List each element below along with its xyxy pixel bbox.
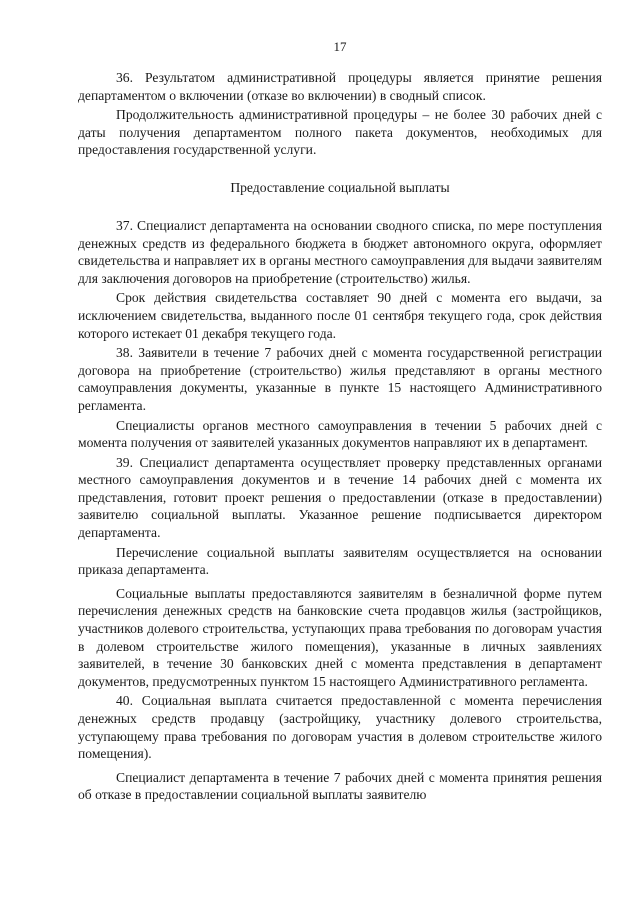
paragraph-36-duration: Продолжительность административной процедуры – не более 30 рабочих дней с даты получения департаментом полного пакета документов, необходимых для предоставления государственной услуги. <box>78 107 602 158</box>
paragraph-39-transfer: Перечисление социальной выплаты заявителям осуществляется на основании приказа департамента. <box>78 544 602 578</box>
paragraph-37-validity: Срок действия свидетельства составляет 90 дней с момента его выдачи, за исключением свидетельства, выданного после 01 сентября текущего года, срок действия которого истекает 01 декабря текущего года. <box>78 290 602 341</box>
paragraph-39-cashless: Социальные выплаты предоставляются заявителям в безналичной форме путем перечисления денежных средств на банковские счета продавцов жилья (застройщиков, участников долевого строительства, уступающих права требования по договорам участия в долевом строительстве жилого помещения), указанные в личных заявлениях заявителей, в течение 30 банковских дней с момента представления в департамент документов, предусмотренных пунктом 15 настоящего Административного регламента. <box>78 585 602 689</box>
paragraph-39: 39. Специалист департамента осуществляет проверку представленных органами местного самоуправления документов и в течение 14 рабочих дней с момента их представления, готовит проект решения о предоставлении (отказе в предоставлении) заявителю социальной выплаты. Указанное решение подписывается директором департамента. <box>78 454 602 541</box>
paragraph-40-refusal: Специалист департамента в течение 7 рабочих дней с момента принятия решения об отказе в предоставлении социальной выплаты заявителю <box>78 769 602 803</box>
paragraph-37: 37. Специалист департамента на основании сводного списка, по мере поступления денежных средств из федерального бюджета в бюджет автономного округа, оформляет свидетельства и направляет их в органы местного самоуправления для выдачи заявителям для заключения договоров на приобретение (строительство) жилья. <box>78 217 602 286</box>
page-number: 17 <box>333 39 347 54</box>
paragraph-40: 40. Социальная выплата считается предоставленной с момента перечисления денежных средств продавцу (застройщику, участнику долевого строительства, уступающему права требования по договорам участия в долевом строительстве жилого помещения). <box>78 693 602 762</box>
paragraph-36: 36. Результатом административной процедуры является принятие решения департаментом о включении (отказе во включении) в сводный список. <box>78 70 602 103</box>
paragraph-38-local-specialists: Специалисты органов местного самоуправления в течении 5 рабочих дней с момента получения от заявителей указанных документов направляют их в департамент. <box>78 417 602 451</box>
paragraph-38: 38. Заявители в течение 7 рабочих дней с момента государственной регистрации договора на приобретение (строительство) жилья представляют в органы местного самоуправления документы, указанные в пункте 15 настоящего Административного регламента. <box>78 345 602 413</box>
section-title: Предоставление социальной выплаты <box>230 179 450 195</box>
